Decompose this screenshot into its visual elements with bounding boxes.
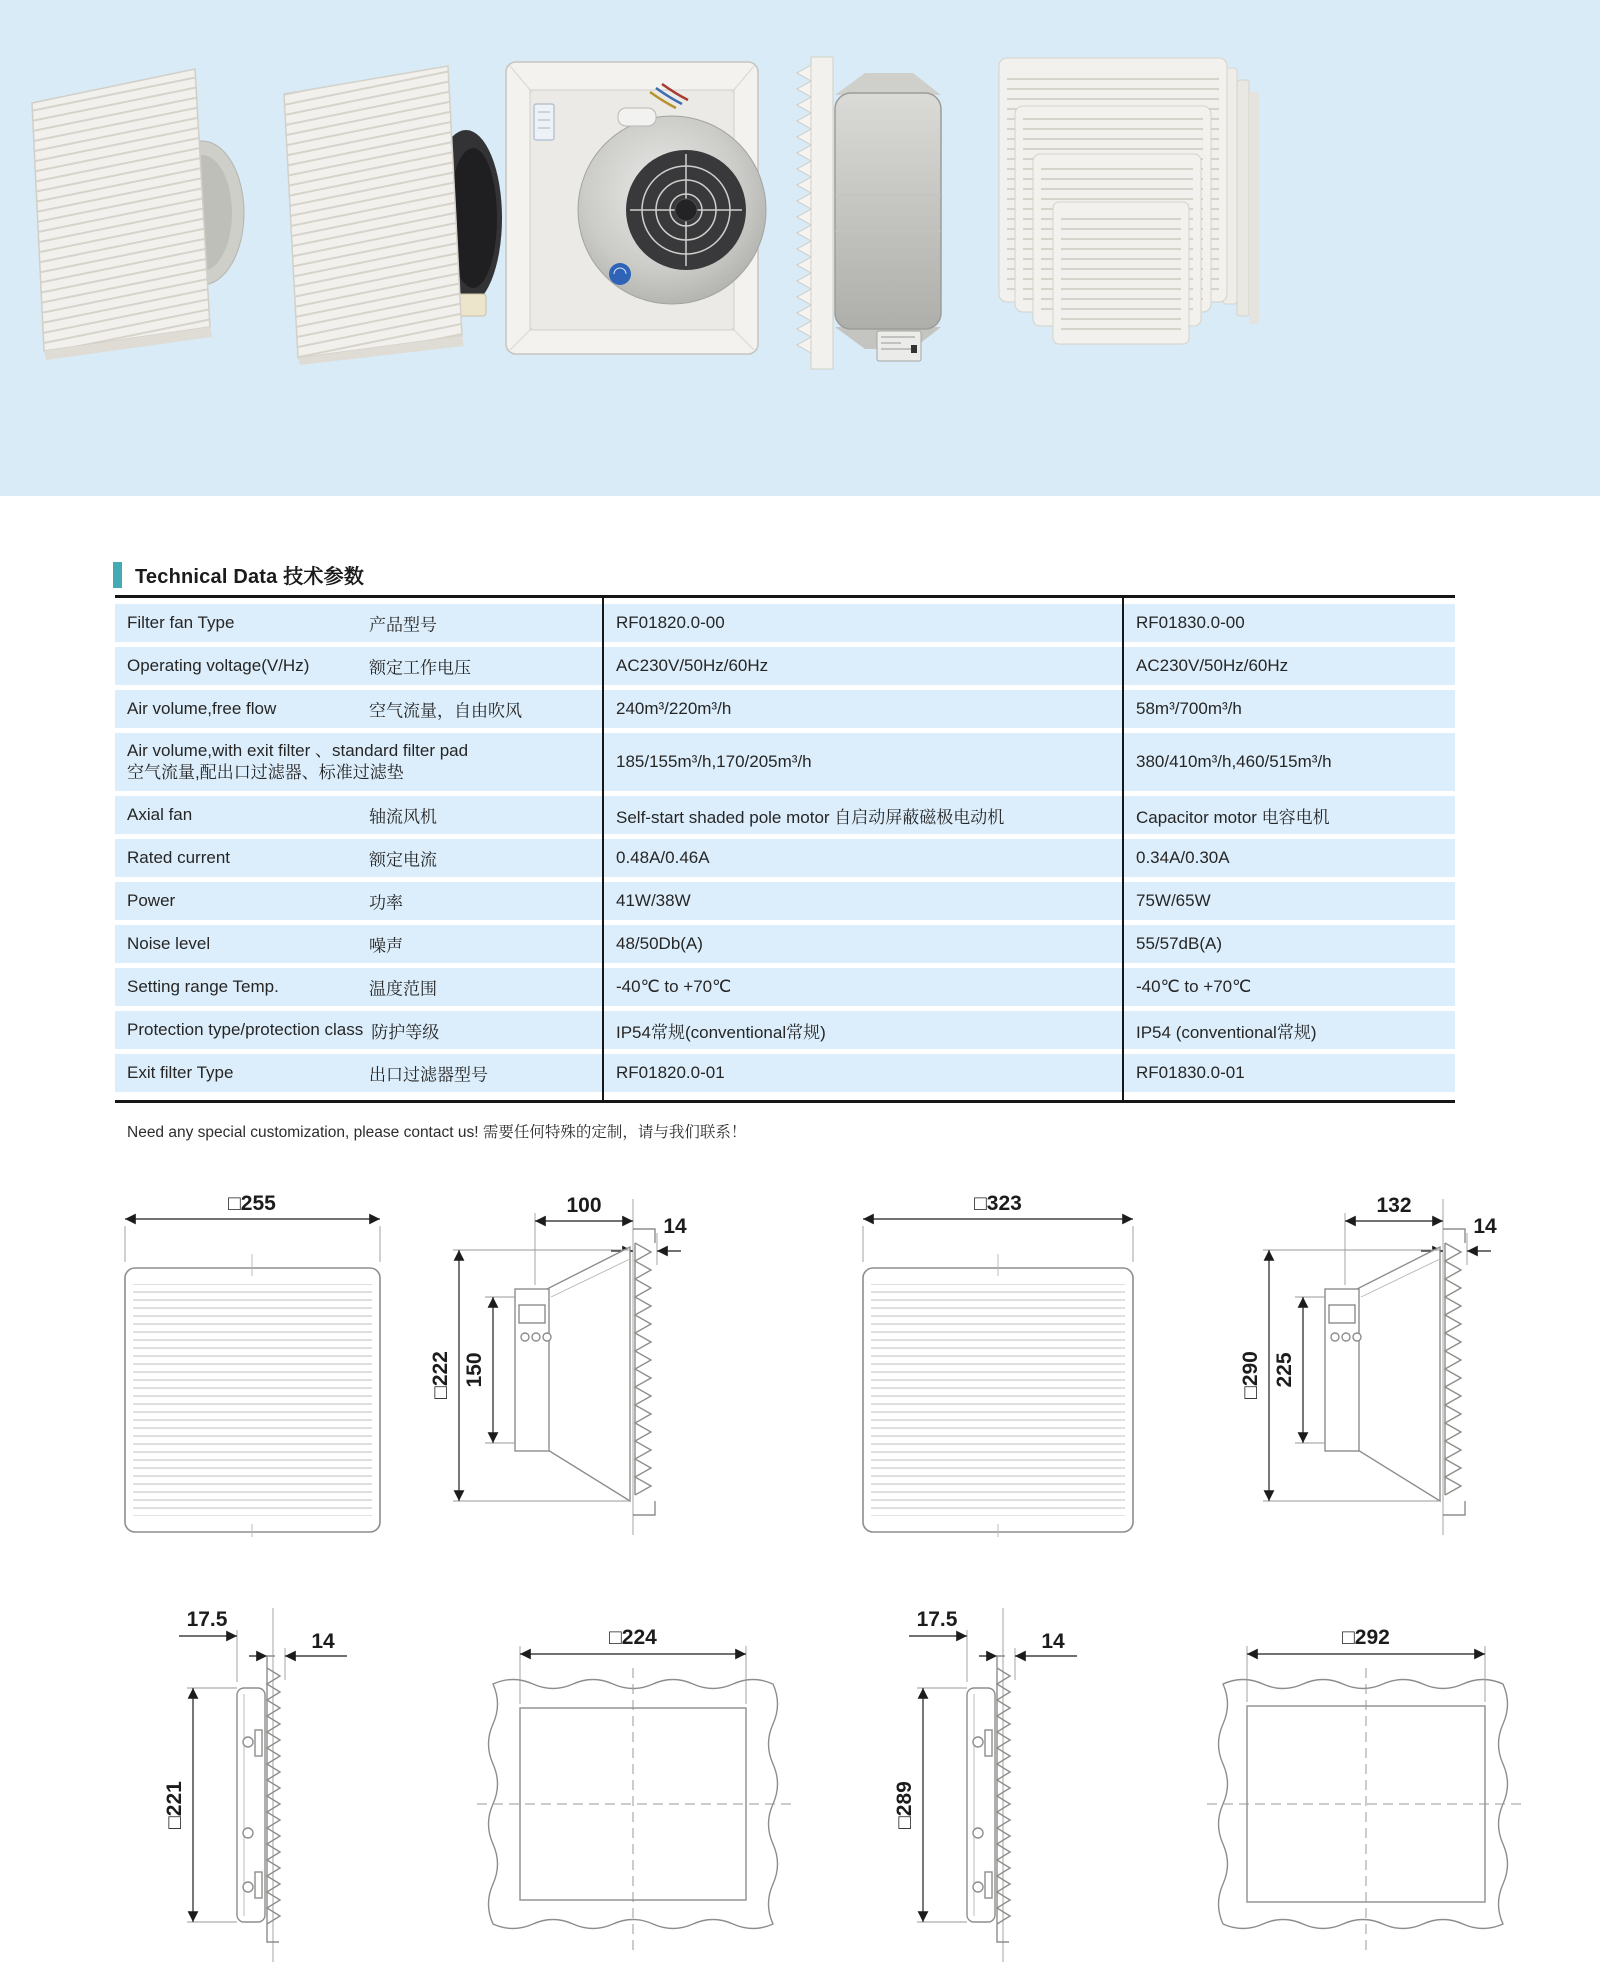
row-value-2: AC230V/50Hz/60Hz (1122, 647, 1455, 685)
screw-hole (973, 1737, 983, 1747)
motor-box (515, 1289, 549, 1451)
dim-label: 14 (311, 1630, 335, 1653)
row-label-zh: 温度范围 (369, 979, 437, 999)
drawing-cutout-224 (465, 1620, 805, 1965)
row-label-zh: 额定工作电压 (369, 658, 471, 678)
row-label-en: Protection type/protection class (127, 1020, 364, 1039)
customization-note: Need any special customization, please contact us! 需要任何特殊的定制，请与我们联系！ (127, 1124, 747, 1141)
row-value-1: RF01820.0-01 (602, 1054, 1122, 1092)
table-row (115, 1011, 1455, 1049)
table-row (115, 968, 1455, 1006)
row-label-zh: 额定电流 (369, 850, 437, 870)
filter-serration (997, 1668, 1010, 1924)
screw-hole (243, 1737, 253, 1747)
dim-label: 132 (1376, 1194, 1412, 1217)
product-photo-strip (0, 0, 1600, 496)
dim-label: □255 (228, 1192, 276, 1215)
row-label-en: Operating voltage(V/Hz) (127, 656, 310, 675)
column-divider (1122, 598, 1124, 1100)
table-row (115, 839, 1455, 877)
dim-label: 225 (1273, 1352, 1296, 1388)
row-label-zh: 出口过滤器型号 (369, 1065, 488, 1085)
dim-label: □224 (609, 1626, 657, 1649)
row-label-zh: 噪声 (369, 936, 403, 956)
page-title: Technical Data 技术参数 (135, 566, 365, 588)
dim-label: □289 (893, 1781, 916, 1829)
dim-label: 14 (1473, 1215, 1497, 1238)
filter-fan-back-open-photo (500, 52, 770, 362)
drawing-front-view-323 (838, 1192, 1158, 1537)
table-row (115, 647, 1455, 685)
fan-housing (835, 93, 941, 329)
row-label-zh: 空气流量,配出口过滤器、标准过滤垫 (127, 763, 404, 782)
hood (543, 1247, 630, 1501)
motor-box (1325, 1289, 1359, 1451)
table-row (115, 733, 1455, 791)
table-row (115, 690, 1455, 728)
table-row (115, 604, 1455, 642)
row-value-2: -40℃ to +70℃ (1122, 968, 1455, 1006)
louver-lines (871, 1284, 1125, 1516)
grille-size-stack-photo (965, 52, 1265, 357)
row-label-zh: 产品型号 (369, 615, 437, 635)
drawing-front-view-255 (95, 1192, 405, 1537)
row-value-1: 48/50Db(A) (602, 925, 1122, 963)
drawing-side-view-290 (1235, 1185, 1505, 1540)
row-value-1: -40℃ to +70℃ (602, 968, 1122, 1006)
drawing-side-view-222 (425, 1185, 695, 1540)
brand-badge (609, 263, 631, 285)
row-value-1: AC230V/50Hz/60Hz (602, 647, 1122, 685)
dim-label: 17.5 (916, 1608, 958, 1631)
row-label-zh: 功率 (369, 893, 403, 913)
filter-fan-side-profile-photo (765, 35, 965, 380)
capacitor (618, 108, 656, 126)
row-label-en: Power (127, 891, 176, 910)
dim-label: 150 (463, 1352, 486, 1388)
front-panel (811, 57, 833, 369)
grille-front (284, 66, 462, 358)
row-value-1: RF01820.0-00 (602, 604, 1122, 642)
accent-bar (113, 562, 122, 588)
row-label-en: Rated current (127, 848, 230, 867)
spec-label (534, 104, 554, 140)
row-label-en: Noise level (127, 934, 211, 953)
row-value-1: Self-start shaded pole motor 自启动屏蔽磁极电动机 (602, 796, 1122, 834)
row-value-2: 0.34A/0.30A (1122, 839, 1455, 877)
screw-hole (973, 1882, 983, 1892)
column-divider (602, 598, 604, 1100)
row-label-en: Setting range Temp. (127, 977, 279, 996)
technical-data-table (115, 595, 1455, 1103)
table-row (115, 925, 1455, 963)
section-title (113, 560, 364, 589)
dim-label: □221 (163, 1781, 186, 1829)
row-label-zh: 轴流风机 (369, 807, 437, 827)
filter-serration (267, 1668, 280, 1924)
row-value-2: 380/410m³/h,460/515m³/h (1122, 733, 1455, 791)
dim-label: 17.5 (186, 1608, 228, 1631)
dim-label: 14 (1041, 1630, 1065, 1653)
screw-hole (243, 1882, 253, 1892)
louver-grille-angled-photo (20, 55, 245, 360)
table-row (115, 882, 1455, 920)
dim-label: □222 (429, 1351, 452, 1399)
louver-grille-with-fan-cowl-photo (268, 50, 503, 365)
dim-label: 100 (566, 1194, 602, 1217)
row-label-zh: 防护等级 (371, 1022, 440, 1042)
row-label-en: Air volume,free flow (127, 699, 277, 718)
row-value-2: 58m³/700m³/h (1122, 690, 1455, 728)
filter-serration (797, 65, 811, 353)
row-label-zh: 空气流量，自由吹风 (369, 701, 522, 721)
row-value-1: 185/155m³/h,170/205m³/h (602, 733, 1122, 791)
row-value-1: 240m³/220m³/h (602, 690, 1122, 728)
dim-label: □292 (1342, 1626, 1390, 1649)
row-value-1: 0.48A/0.46A (602, 839, 1122, 877)
row-value-2: IP54 (conventional常规) (1122, 1011, 1455, 1049)
filter-serration (635, 1243, 651, 1495)
screw-hole (243, 1828, 253, 1838)
row-label-en: Axial fan (127, 805, 193, 824)
drawing-profile-289 (865, 1590, 1095, 1965)
row-label-en: Air volume,with exit filter 、standard filter pad (127, 740, 469, 760)
dim-label: □290 (1239, 1351, 1262, 1399)
row-label-en: Exit filter Type (127, 1063, 234, 1082)
screw-hole (973, 1828, 983, 1838)
centerlines (1207, 1668, 1527, 1956)
dim-label: 14 (663, 1215, 687, 1238)
table-row (115, 796, 1455, 834)
row-value-2: RF01830.0-01 (1122, 1054, 1455, 1092)
row-value-1: IP54常规(conventional常规) (602, 1011, 1122, 1049)
louver-lines (133, 1284, 372, 1516)
hood (1353, 1247, 1440, 1501)
row-value-1: 41W/38W (602, 882, 1122, 920)
filter-serration (1445, 1243, 1461, 1495)
dim-label: □323 (974, 1192, 1022, 1215)
row-label-en: Filter fan Type (127, 613, 235, 632)
drawing-profile-221 (135, 1590, 365, 1965)
row-value-2: 55/57dB(A) (1122, 925, 1455, 963)
row-value-2: Capacitor motor 电容电机 (1122, 796, 1455, 834)
drawing-cutout-292 (1195, 1620, 1540, 1965)
row-value-2: 75W/65W (1122, 882, 1455, 920)
grille-front (32, 69, 210, 351)
row-value-2: RF01830.0-00 (1122, 604, 1455, 642)
table-row (115, 1054, 1455, 1092)
